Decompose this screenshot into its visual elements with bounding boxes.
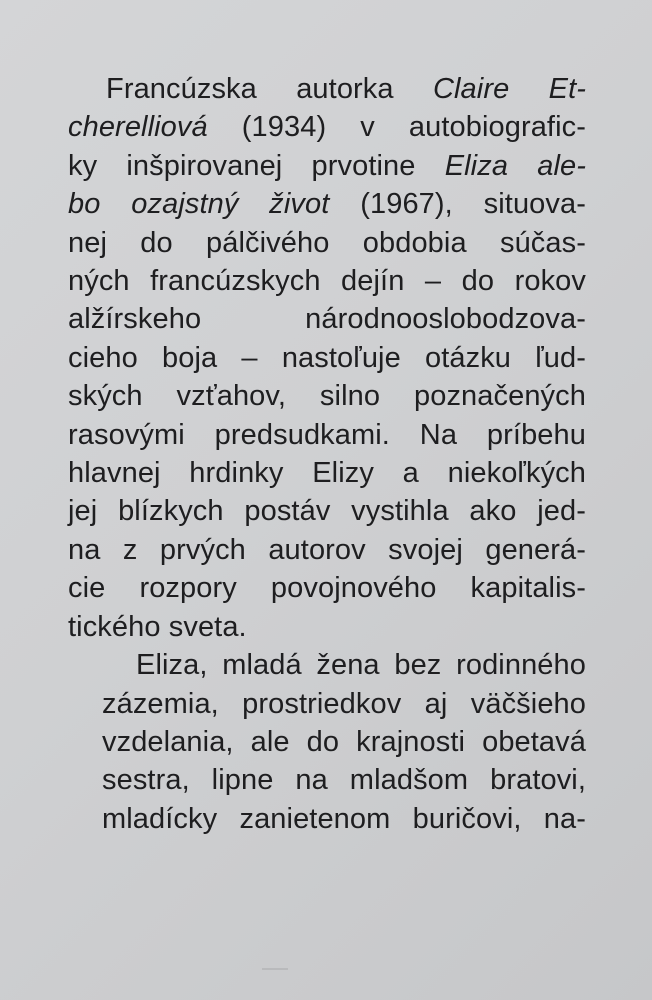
author-name-italic: Claire Et- [432,73,586,105]
text-line: sestra, lipne na mladšom bratovi, [102,764,586,797]
text-run: Francúzska autorka [106,73,433,105]
book-title-italic: bo ozajstný život [68,188,330,221]
text-line: cie rozpory povojnového kapitalis- [68,572,586,605]
text-line: ných francúzskych dejín – do rokov [68,265,586,298]
text-line [68,147,586,185]
text-run: ky inšpirovanej prvotine [68,149,445,182]
text-line: ských vzťahov, silno poznačených [68,380,586,413]
text-line: zázemia, prostriedkov aj väčšieho [102,687,586,720]
author-name-italic: cherelliová [68,111,208,144]
paragraph-2 [68,646,586,838]
text-line: alžírskeho národnooslobodzova- [68,303,586,336]
text-line: vzdelania, ale do krajnosti obetavá [102,725,586,758]
text-line: Eliza, mladá žena bez rodinného [136,649,586,682]
text-line [68,185,586,223]
text-line: mladícky zanietenom buričovi, na- [102,802,586,835]
book-title-italic: Eliza ale- [444,149,586,182]
text-line: cieho boja – nastoľuje otázku ľud- [68,341,586,374]
text-line [68,70,586,108]
text-line: hlavnej hrdinky Elizy a niekoľkých [68,457,586,490]
paragraph-1 [68,70,586,646]
text-line: nej do pálčivého obdobia súčas- [68,226,586,259]
text-line: jej blízkych postáv vystihla ako jed- [68,495,586,528]
text-line: tického sveta. [68,610,247,643]
page-divider-mark [262,968,288,970]
text-line: na z prvých autorov svojej generá- [68,533,586,566]
text-run: (1967), situova- [329,188,586,221]
text-line: rasovými predsudkami. Na príbehu [68,418,586,451]
text-line [68,108,586,146]
body-text [68,70,586,838]
text-run: (1934) v autobiografic- [207,111,586,144]
